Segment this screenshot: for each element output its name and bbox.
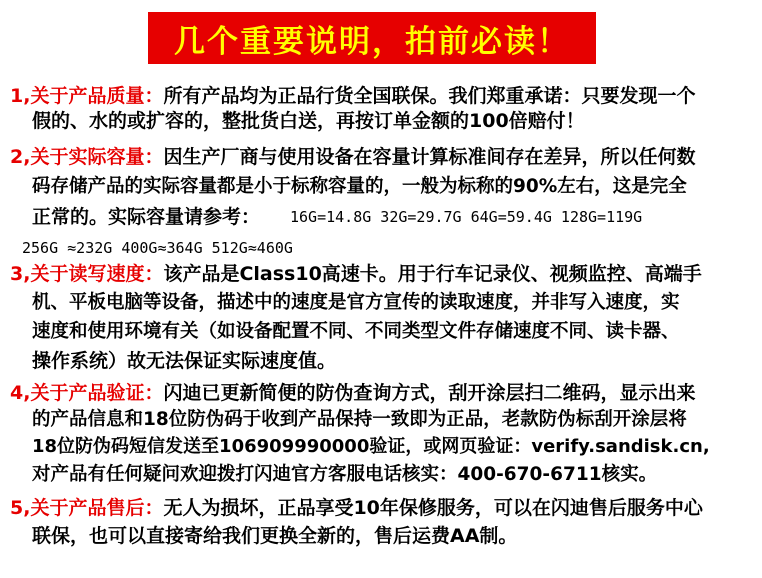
section-3-text-1: 该产品是Class10高速卡。用于行车记录仪、视频监控、高端手 [163, 263, 702, 285]
section-5-heading: 5,关于产品售后： [10, 497, 164, 519]
section-3-text-3: 速度和使用环境有关（如设备配置不同、不同类型文件存储速度不同、读卡器、 [32, 321, 680, 342]
section-2-line-2 [32, 175, 687, 199]
section-1-text-2: 假的、水的或扩容的，整批货白送，再按订单金额的100倍赔付！ [32, 110, 585, 132]
section-1-heading: 1,关于产品质量： [10, 85, 164, 107]
section-4-line-3 [32, 435, 710, 459]
section-2-text-2: 码存储产品的实际容量都是小于标称容量的，一般为标称的90%左右，这是完全 [32, 176, 687, 197]
section-5-text-1: 无人为损坏，正品享受10年保修服务，可以在闪迪售后服务中心 [163, 497, 703, 519]
section-2-text-3: 正常的。实际容量请参考： [32, 206, 261, 228]
section-2-line-3 [32, 205, 260, 229]
section-2-capacity-row-1 [290, 205, 642, 229]
section-2-line-1 [10, 145, 695, 169]
section-4-text-1: 闪迪已更新简便的防伪查询方式，刮开涂层扫二维码，显示出来 [163, 382, 696, 404]
section-5-line-2 [32, 524, 517, 548]
section-3-line-3 [32, 320, 680, 344]
section-3-line-4 [32, 349, 336, 373]
section-2-text-1: 因生产厂商与使用设备在容量计算标准间存在差异，所以任何数 [163, 146, 696, 168]
title-banner [148, 12, 596, 64]
banner-title: 几个重要说明，拍前必读！ [174, 23, 570, 60]
section-4-line-2 [32, 408, 687, 432]
section-4-text-2: 的产品信息和18位防伪码于收到产品保持一致即为正品，老款防伪标刮开涂层将 [32, 409, 687, 430]
section-4-heading: 4,关于产品验证： [10, 382, 164, 404]
section-3-line-1 [10, 262, 702, 286]
section-3-text-2: 机、平板电脑等设备，描述中的速度是官方宣传的读取速度，并非写入速度，实 [32, 292, 680, 313]
section-2-text-5: 256G ≈232G 400G≈364G 512G≈460G [22, 239, 293, 257]
section-3-heading: 3,关于读写速度： [10, 263, 164, 285]
section-2-heading: 2,关于实际容量： [10, 146, 164, 168]
section-1-text-1: 所有产品均为正品行货全国联保。我们郑重承诺：只要发现一个 [163, 85, 696, 107]
section-5-text-2: 联保，也可以直接寄给我们更换全新的，售后运费AA制。 [32, 525, 518, 547]
section-2-text-4: 16G=14.8G 32G=29.7G 64G=59.4G 128G=119G [290, 208, 643, 226]
section-2-capacity-row-2 [22, 236, 293, 260]
section-3-line-2 [32, 291, 680, 315]
section-4-line-4 [32, 463, 657, 487]
section-4-text-4: 对产品有任何疑问欢迎拨打闪迪官方客服电话核实：400-670-6711核实。 [32, 464, 658, 485]
section-1-line-1 [10, 84, 695, 108]
section-4-text-3: 18位防伪码短信发送至106909990000验证，或网页验证：verify.sandisk.cn, [32, 436, 710, 457]
section-1-line-2 [32, 109, 585, 133]
section-5-line-1 [10, 496, 703, 520]
section-3-text-4: 操作系统）故无法保证实际速度值。 [32, 350, 337, 372]
section-4-line-1 [10, 381, 695, 405]
